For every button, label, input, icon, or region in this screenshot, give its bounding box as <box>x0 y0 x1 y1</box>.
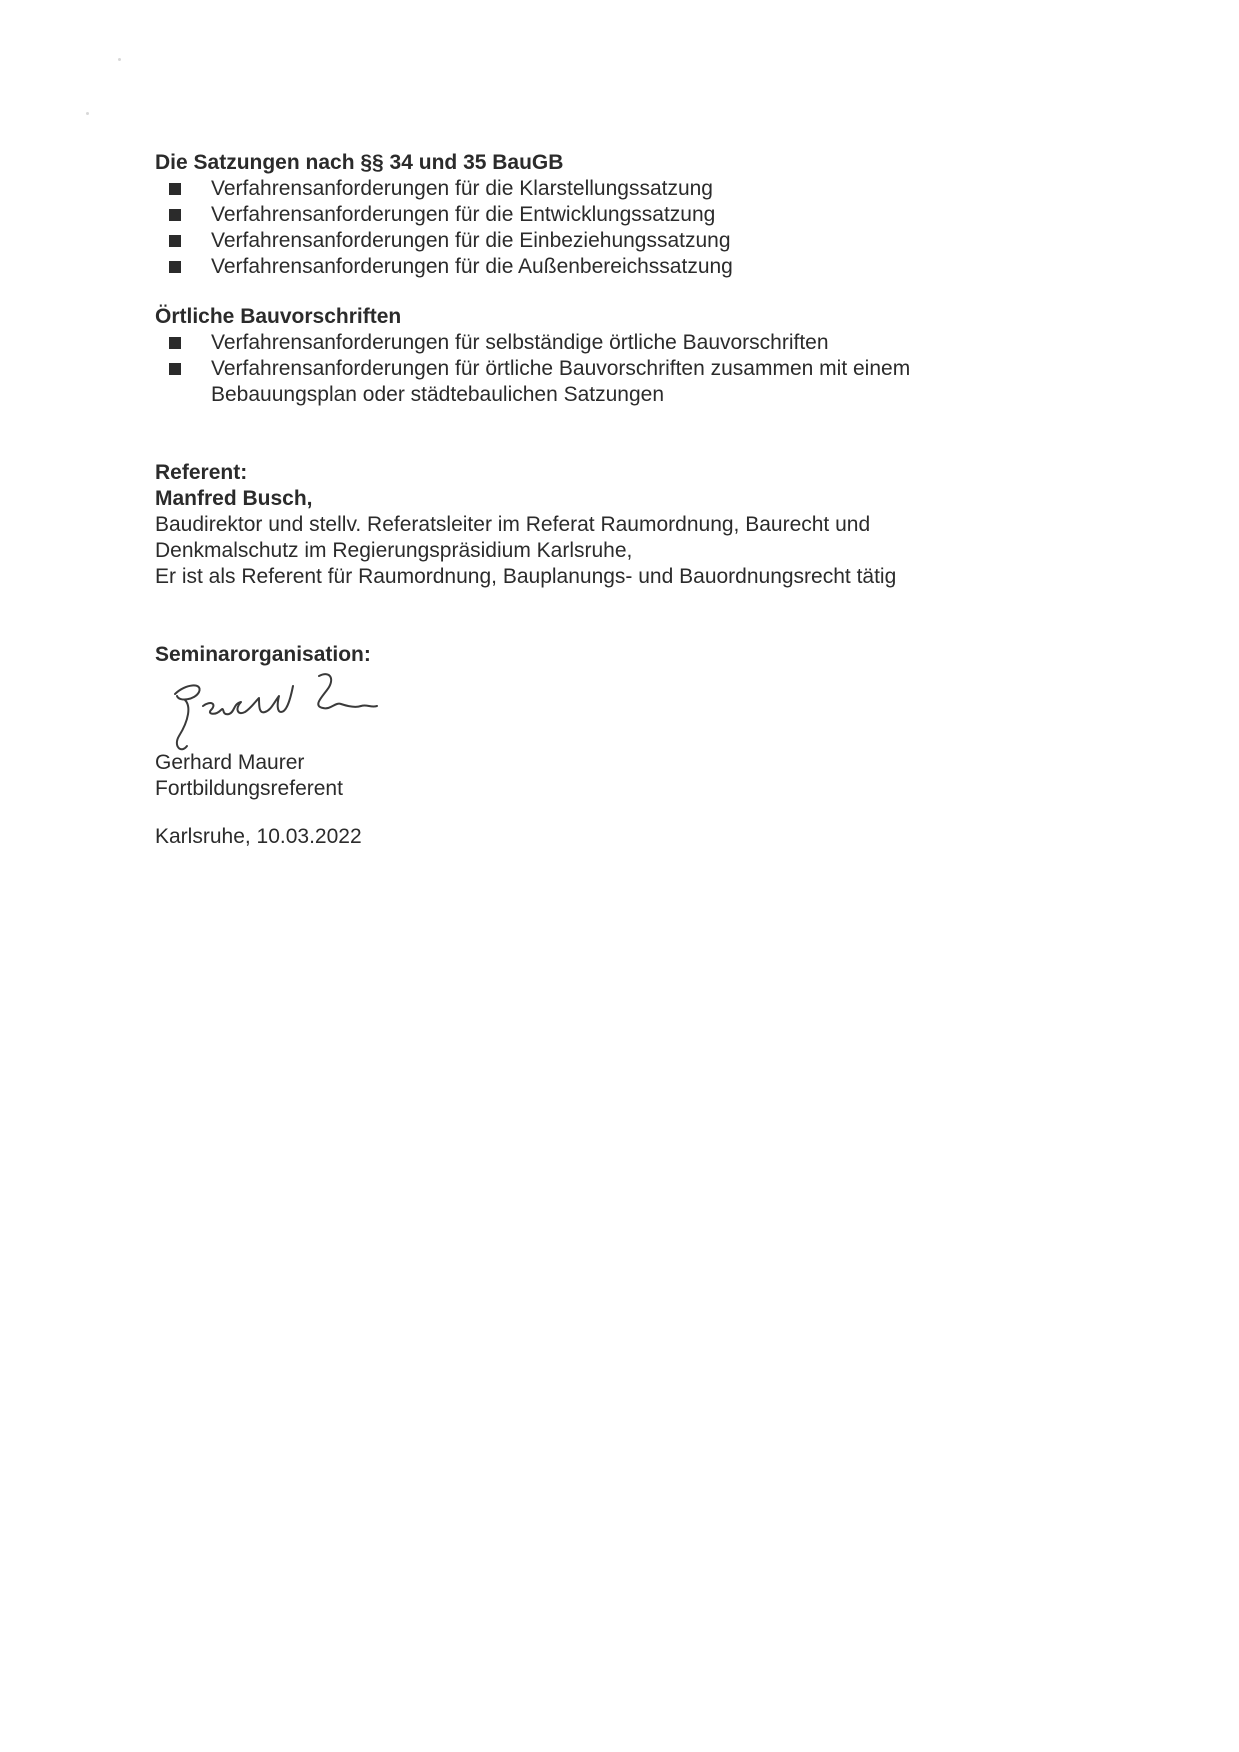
section-satzungen <box>155 150 1015 280</box>
list-item-text: Verfahrensanforderungen für die Einbeziehungssatzung <box>211 229 731 252</box>
square-bullet-icon <box>169 363 181 375</box>
referent-name: Manfred Busch, <box>155 487 313 510</box>
list-item-text: Verfahrensanforderungen für die Entwicklungssatzung <box>211 203 716 226</box>
square-bullet-icon <box>169 337 181 349</box>
list-item <box>155 356 1015 408</box>
place-date: Karlsruhe, 10.03.2022 <box>155 825 362 848</box>
square-bullet-icon <box>169 261 181 273</box>
referent-label: Referent: <box>155 461 248 484</box>
referent-description: Er ist als Referent für Raumordnung, Bauplanungs- und Bauordnungsrecht tätig <box>155 565 897 588</box>
list-item <box>155 254 1015 280</box>
organisation-block <box>155 642 1015 802</box>
section-heading: Örtliche Bauvorschriften <box>155 305 402 328</box>
organisation-role: Fortbildungsreferent <box>155 777 343 800</box>
referent-block <box>155 460 1015 590</box>
scan-speck <box>86 112 89 115</box>
bullet-list <box>155 330 1015 408</box>
list-item-text: Verfahrensanforderungen für selbständige örtliche Bauvorschriften <box>211 331 829 354</box>
referent-description: Baudirektor und stellv. Referatsleiter im Referat Raumordnung, Baurecht und Denkmalschutz im Regierungspräsidium Karlsruhe, <box>155 513 871 562</box>
square-bullet-icon <box>169 235 181 247</box>
list-item-text: Verfahrensanforderungen für örtliche Bauvorschriften zusammen mit einem Bebauungsplan oder städtebaulichen Satzungen <box>211 357 911 406</box>
list-item <box>155 202 1015 228</box>
list-item <box>155 228 1015 254</box>
organisation-label: Seminarorganisation: <box>155 643 371 666</box>
square-bullet-icon <box>169 209 181 221</box>
square-bullet-icon <box>169 183 181 195</box>
scan-speck <box>118 58 121 61</box>
document-content <box>155 150 1015 850</box>
list-item-text: Verfahrensanforderungen für die Außenbereichssatzung <box>211 255 733 278</box>
list-item-text: Verfahrensanforderungen für die Klarstellungssatzung <box>211 177 713 200</box>
section-heading: Die Satzungen nach §§ 34 und 35 BauGB <box>155 151 564 174</box>
list-item <box>155 176 1015 202</box>
handwritten-signature <box>155 666 415 758</box>
list-item <box>155 330 1015 356</box>
organisation-name: Gerhard Maurer <box>155 751 305 774</box>
section-bauvorschriften <box>155 304 1015 408</box>
bullet-list <box>155 176 1015 280</box>
